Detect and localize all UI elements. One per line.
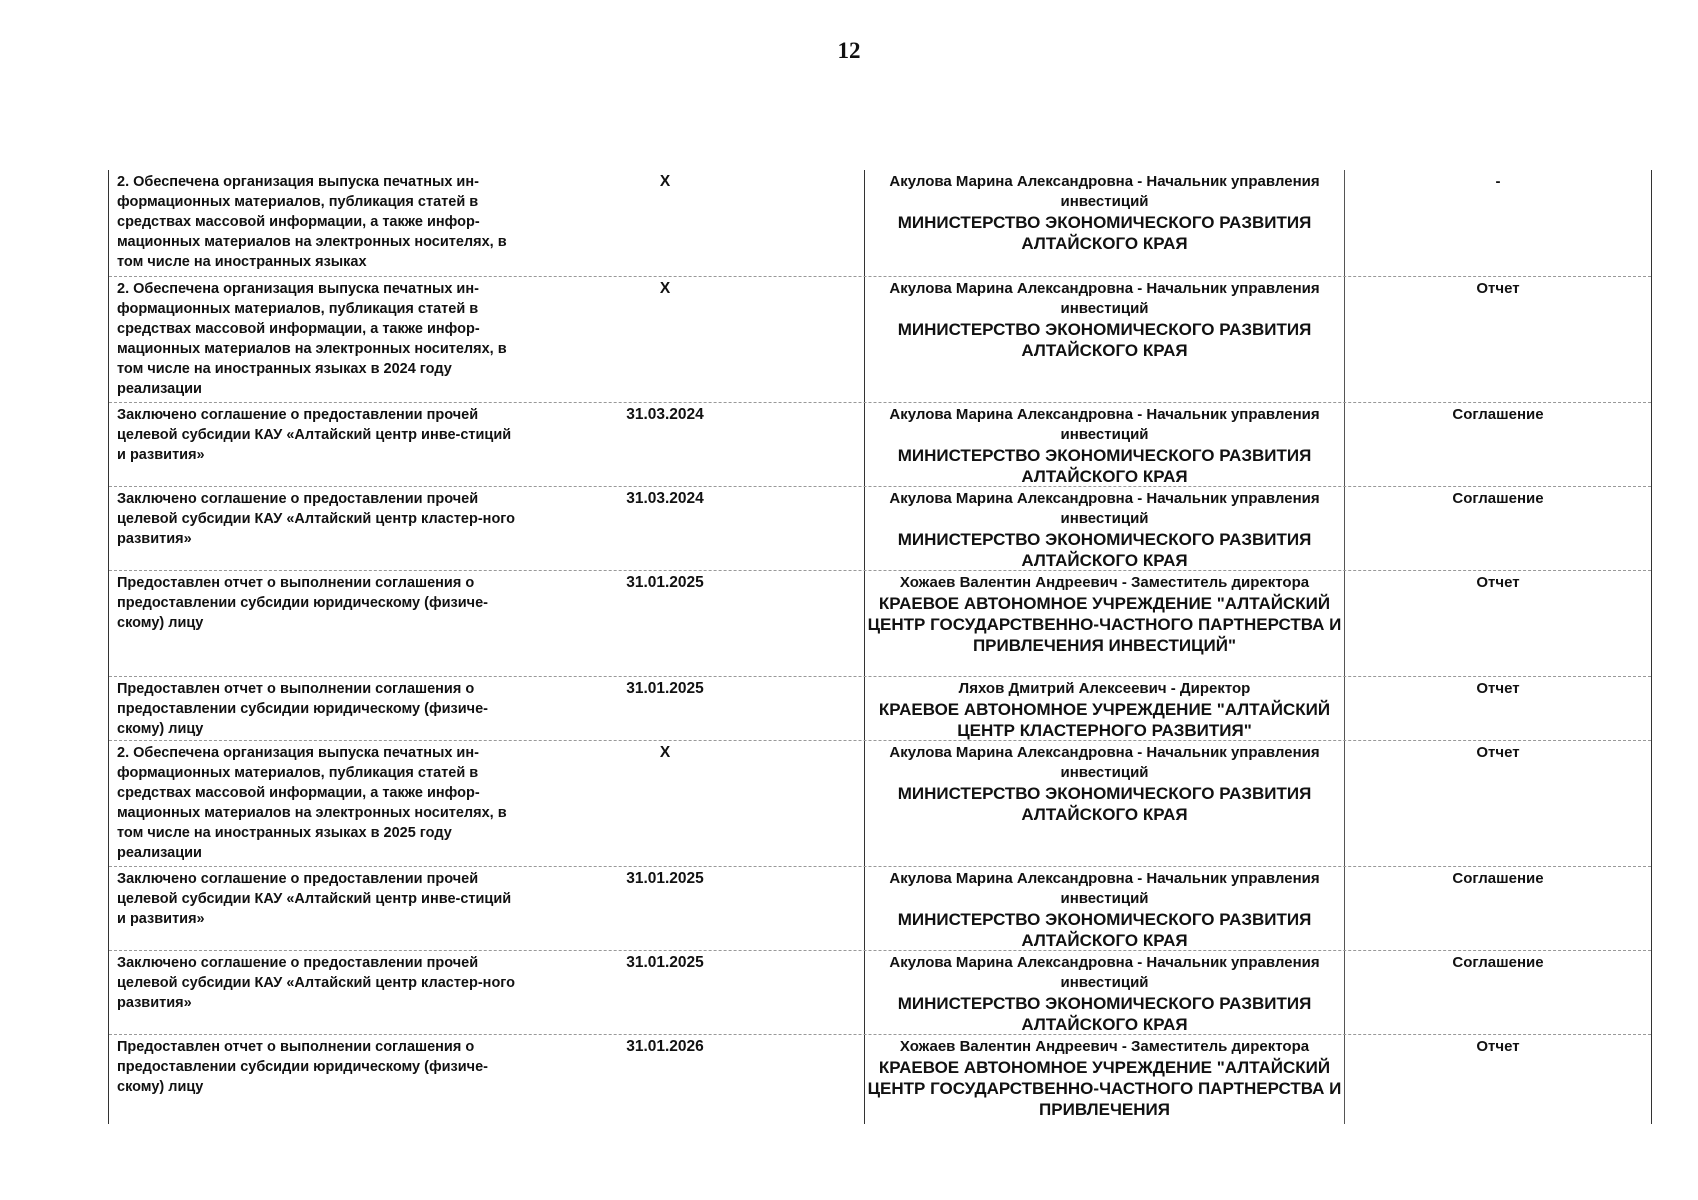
table-row bbox=[109, 276, 1651, 402]
row-description: Заключено соглашение о предоставлении прочей целевой субсидии КАУ «Алтайский центр кластер-ного развития» bbox=[117, 955, 516, 1011]
row-description: Предоставлен отчет о выполнении соглашения о предоставлении субсидии юридическому (физиче-скому) лицу bbox=[117, 575, 488, 631]
row-date: X bbox=[659, 280, 671, 297]
row-date: 31.01.2025 bbox=[626, 574, 704, 591]
column-gap bbox=[765, 741, 865, 866]
row-document: Соглашение bbox=[1452, 406, 1544, 423]
row-responsible bbox=[865, 867, 1345, 950]
responsible-person: Акулова Марина Александровна - Начальник управления инвестиций bbox=[889, 490, 1320, 527]
table-row bbox=[109, 950, 1651, 1034]
row-description: 2. Обеспечена организация выпуска печатных ин-формационных материалов, публикация статей в средствах массовой информации, а также инфор-мационных материалов на электронных носителях, в том числе на иностранных языках в 2025 году реализации bbox=[117, 745, 507, 861]
plan-table bbox=[108, 170, 1652, 1124]
column-gap bbox=[765, 677, 865, 740]
row-document: Отчет bbox=[1476, 1038, 1520, 1055]
row-responsible bbox=[865, 951, 1345, 1034]
row-responsible bbox=[865, 1035, 1345, 1124]
column-gap bbox=[765, 571, 865, 676]
row-description: Предоставлен отчет о выполнении соглашения о предоставлении субсидии юридическому (физиче-скому) лицу bbox=[117, 681, 488, 737]
table-row bbox=[109, 170, 1651, 276]
column-gap bbox=[529, 867, 565, 950]
table-row bbox=[109, 866, 1651, 950]
page-number: 12 bbox=[837, 38, 861, 63]
column-gap bbox=[529, 571, 565, 676]
column-gap bbox=[529, 741, 565, 866]
responsible-organization: МИНИСТЕРСТВО ЭКОНОМИЧЕСКОГО РАЗВИТИЯ АЛТАЙСКОГО КРАЯ bbox=[897, 910, 1312, 950]
row-responsible bbox=[865, 170, 1345, 276]
responsible-person: Акулова Марина Александровна - Начальник управления инвестиций bbox=[889, 406, 1320, 443]
row-description: Заключено соглашение о предоставлении прочей целевой субсидии КАУ «Алтайский центр кластер-ного развития» bbox=[117, 491, 516, 547]
responsible-person: Акулова Марина Александровна - Начальник управления инвестиций bbox=[889, 173, 1320, 210]
responsible-person: Хожаев Валентин Андреевич - Заместитель директора bbox=[899, 574, 1310, 591]
column-gap bbox=[765, 487, 865, 570]
responsible-person: Акулова Марина Александровна - Начальник управления инвестиций bbox=[889, 280, 1320, 317]
column-gap bbox=[529, 951, 565, 1034]
row-date: 31.01.2025 bbox=[626, 680, 704, 697]
responsible-person: Акулова Марина Александровна - Начальник управления инвестиций bbox=[889, 744, 1320, 781]
table-row bbox=[109, 570, 1651, 676]
row-date: X bbox=[659, 744, 671, 761]
row-date: 31.01.2026 bbox=[626, 1038, 704, 1055]
row-responsible bbox=[865, 487, 1345, 570]
row-date: 31.03.2024 bbox=[626, 406, 704, 423]
row-date: 31.01.2025 bbox=[626, 954, 704, 971]
table-row bbox=[109, 676, 1651, 740]
row-responsible bbox=[865, 403, 1345, 486]
responsible-organization: МИНИСТЕРСТВО ЭКОНОМИЧЕСКОГО РАЗВИТИЯ АЛТАЙСКОГО КРАЯ bbox=[897, 994, 1312, 1034]
row-description: Заключено соглашение о предоставлении прочей целевой субсидии КАУ «Алтайский центр инве-стиций и развития» bbox=[117, 407, 512, 463]
column-gap bbox=[765, 867, 865, 950]
responsible-organization: КРАЕВОЕ АВТОНОМНОЕ УЧРЕЖДЕНИЕ "АЛТАЙСКИЙ ЦЕНТР ГОСУДАРСТВЕННО-ЧАСТНОГО ПАРТНЕРСТВА И ПРИВЛЕЧЕНИЯ ИНВЕСТИЦИЙ" bbox=[867, 594, 1342, 655]
row-description: 2. Обеспечена организация выпуска печатных ин-формационных материалов, публикация статей в средствах массовой информации, а также инфор-мационных материалов на электронных носителях, в том числе на иностранных языках bbox=[117, 174, 507, 270]
responsible-person: Акулова Марина Александровна - Начальник управления инвестиций bbox=[889, 954, 1320, 991]
column-gap bbox=[765, 277, 865, 402]
row-document: Отчет bbox=[1476, 680, 1520, 697]
responsible-organization: КРАЕВОЕ АВТОНОМНОЕ УЧРЕЖДЕНИЕ "АЛТАЙСКИЙ ЦЕНТР КЛАСТЕРНОГО РАЗВИТИЯ" bbox=[878, 700, 1331, 740]
table-row bbox=[109, 1034, 1651, 1124]
column-gap bbox=[765, 403, 865, 486]
column-gap bbox=[529, 677, 565, 740]
row-document: Соглашение bbox=[1452, 954, 1544, 971]
responsible-organization: КРАЕВОЕ АВТОНОМНОЕ УЧРЕЖДЕНИЕ "АЛТАЙСКИЙ ЦЕНТР ГОСУДАРСТВЕННО-ЧАСТНОГО ПАРТНЕРСТВА И ПРИВЛЕЧЕНИЯ bbox=[867, 1058, 1342, 1119]
row-document: Отчет bbox=[1476, 280, 1520, 297]
column-gap bbox=[765, 1035, 865, 1124]
row-date: X bbox=[659, 173, 671, 190]
responsible-organization: МИНИСТЕРСТВО ЭКОНОМИЧЕСКОГО РАЗВИТИЯ АЛТАЙСКОГО КРАЯ bbox=[897, 446, 1312, 486]
row-description: 2. Обеспечена организация выпуска печатных ин-формационных материалов, публикация статей в средствах массовой информации, а также инфор-мационных материалов на электронных носителях, в том числе на иностранных языках в 2024 году реализации bbox=[117, 281, 507, 397]
row-date: 31.03.2024 bbox=[626, 490, 704, 507]
column-gap bbox=[529, 403, 565, 486]
row-document: Соглашение bbox=[1452, 490, 1544, 507]
row-responsible bbox=[865, 741, 1345, 866]
responsible-organization: МИНИСТЕРСТВО ЭКОНОМИЧЕСКОГО РАЗВИТИЯ АЛТАЙСКОГО КРАЯ bbox=[897, 784, 1312, 824]
column-gap bbox=[529, 1035, 565, 1124]
row-responsible bbox=[865, 571, 1345, 676]
column-gap bbox=[529, 170, 565, 276]
row-responsible bbox=[865, 277, 1345, 402]
responsible-organization: МИНИСТЕРСТВО ЭКОНОМИЧЕСКОГО РАЗВИТИЯ АЛТАЙСКОГО КРАЯ bbox=[897, 320, 1312, 360]
responsible-person: Ляхов Дмитрий Алексеевич - Директор bbox=[958, 680, 1251, 697]
row-document: Соглашение bbox=[1452, 870, 1544, 887]
row-description: Заключено соглашение о предоставлении прочей целевой субсидии КАУ «Алтайский центр инве-стиций и развития» bbox=[117, 871, 512, 927]
responsible-person: Акулова Марина Александровна - Начальник управления инвестиций bbox=[889, 870, 1320, 907]
row-description: Предоставлен отчет о выполнении соглашения о предоставлении субсидии юридическому (физиче-скому) лицу bbox=[117, 1039, 488, 1095]
column-gap bbox=[529, 277, 565, 402]
row-document: - bbox=[1495, 173, 1501, 190]
row-responsible bbox=[865, 677, 1345, 740]
column-gap bbox=[529, 487, 565, 570]
row-document: Отчет bbox=[1476, 744, 1520, 761]
column-gap bbox=[765, 170, 865, 276]
responsible-organization: МИНИСТЕРСТВО ЭКОНОМИЧЕСКОГО РАЗВИТИЯ АЛТАЙСКОГО КРАЯ bbox=[897, 213, 1312, 253]
row-document: Отчет bbox=[1476, 574, 1520, 591]
row-date: 31.01.2025 bbox=[626, 870, 704, 887]
table-row bbox=[109, 740, 1651, 866]
table-row bbox=[109, 402, 1651, 486]
table-row bbox=[109, 486, 1651, 570]
column-gap bbox=[765, 951, 865, 1034]
responsible-organization: МИНИСТЕРСТВО ЭКОНОМИЧЕСКОГО РАЗВИТИЯ АЛТАЙСКОГО КРАЯ bbox=[897, 530, 1312, 570]
responsible-person: Хожаев Валентин Андреевич - Заместитель директора bbox=[899, 1038, 1310, 1055]
